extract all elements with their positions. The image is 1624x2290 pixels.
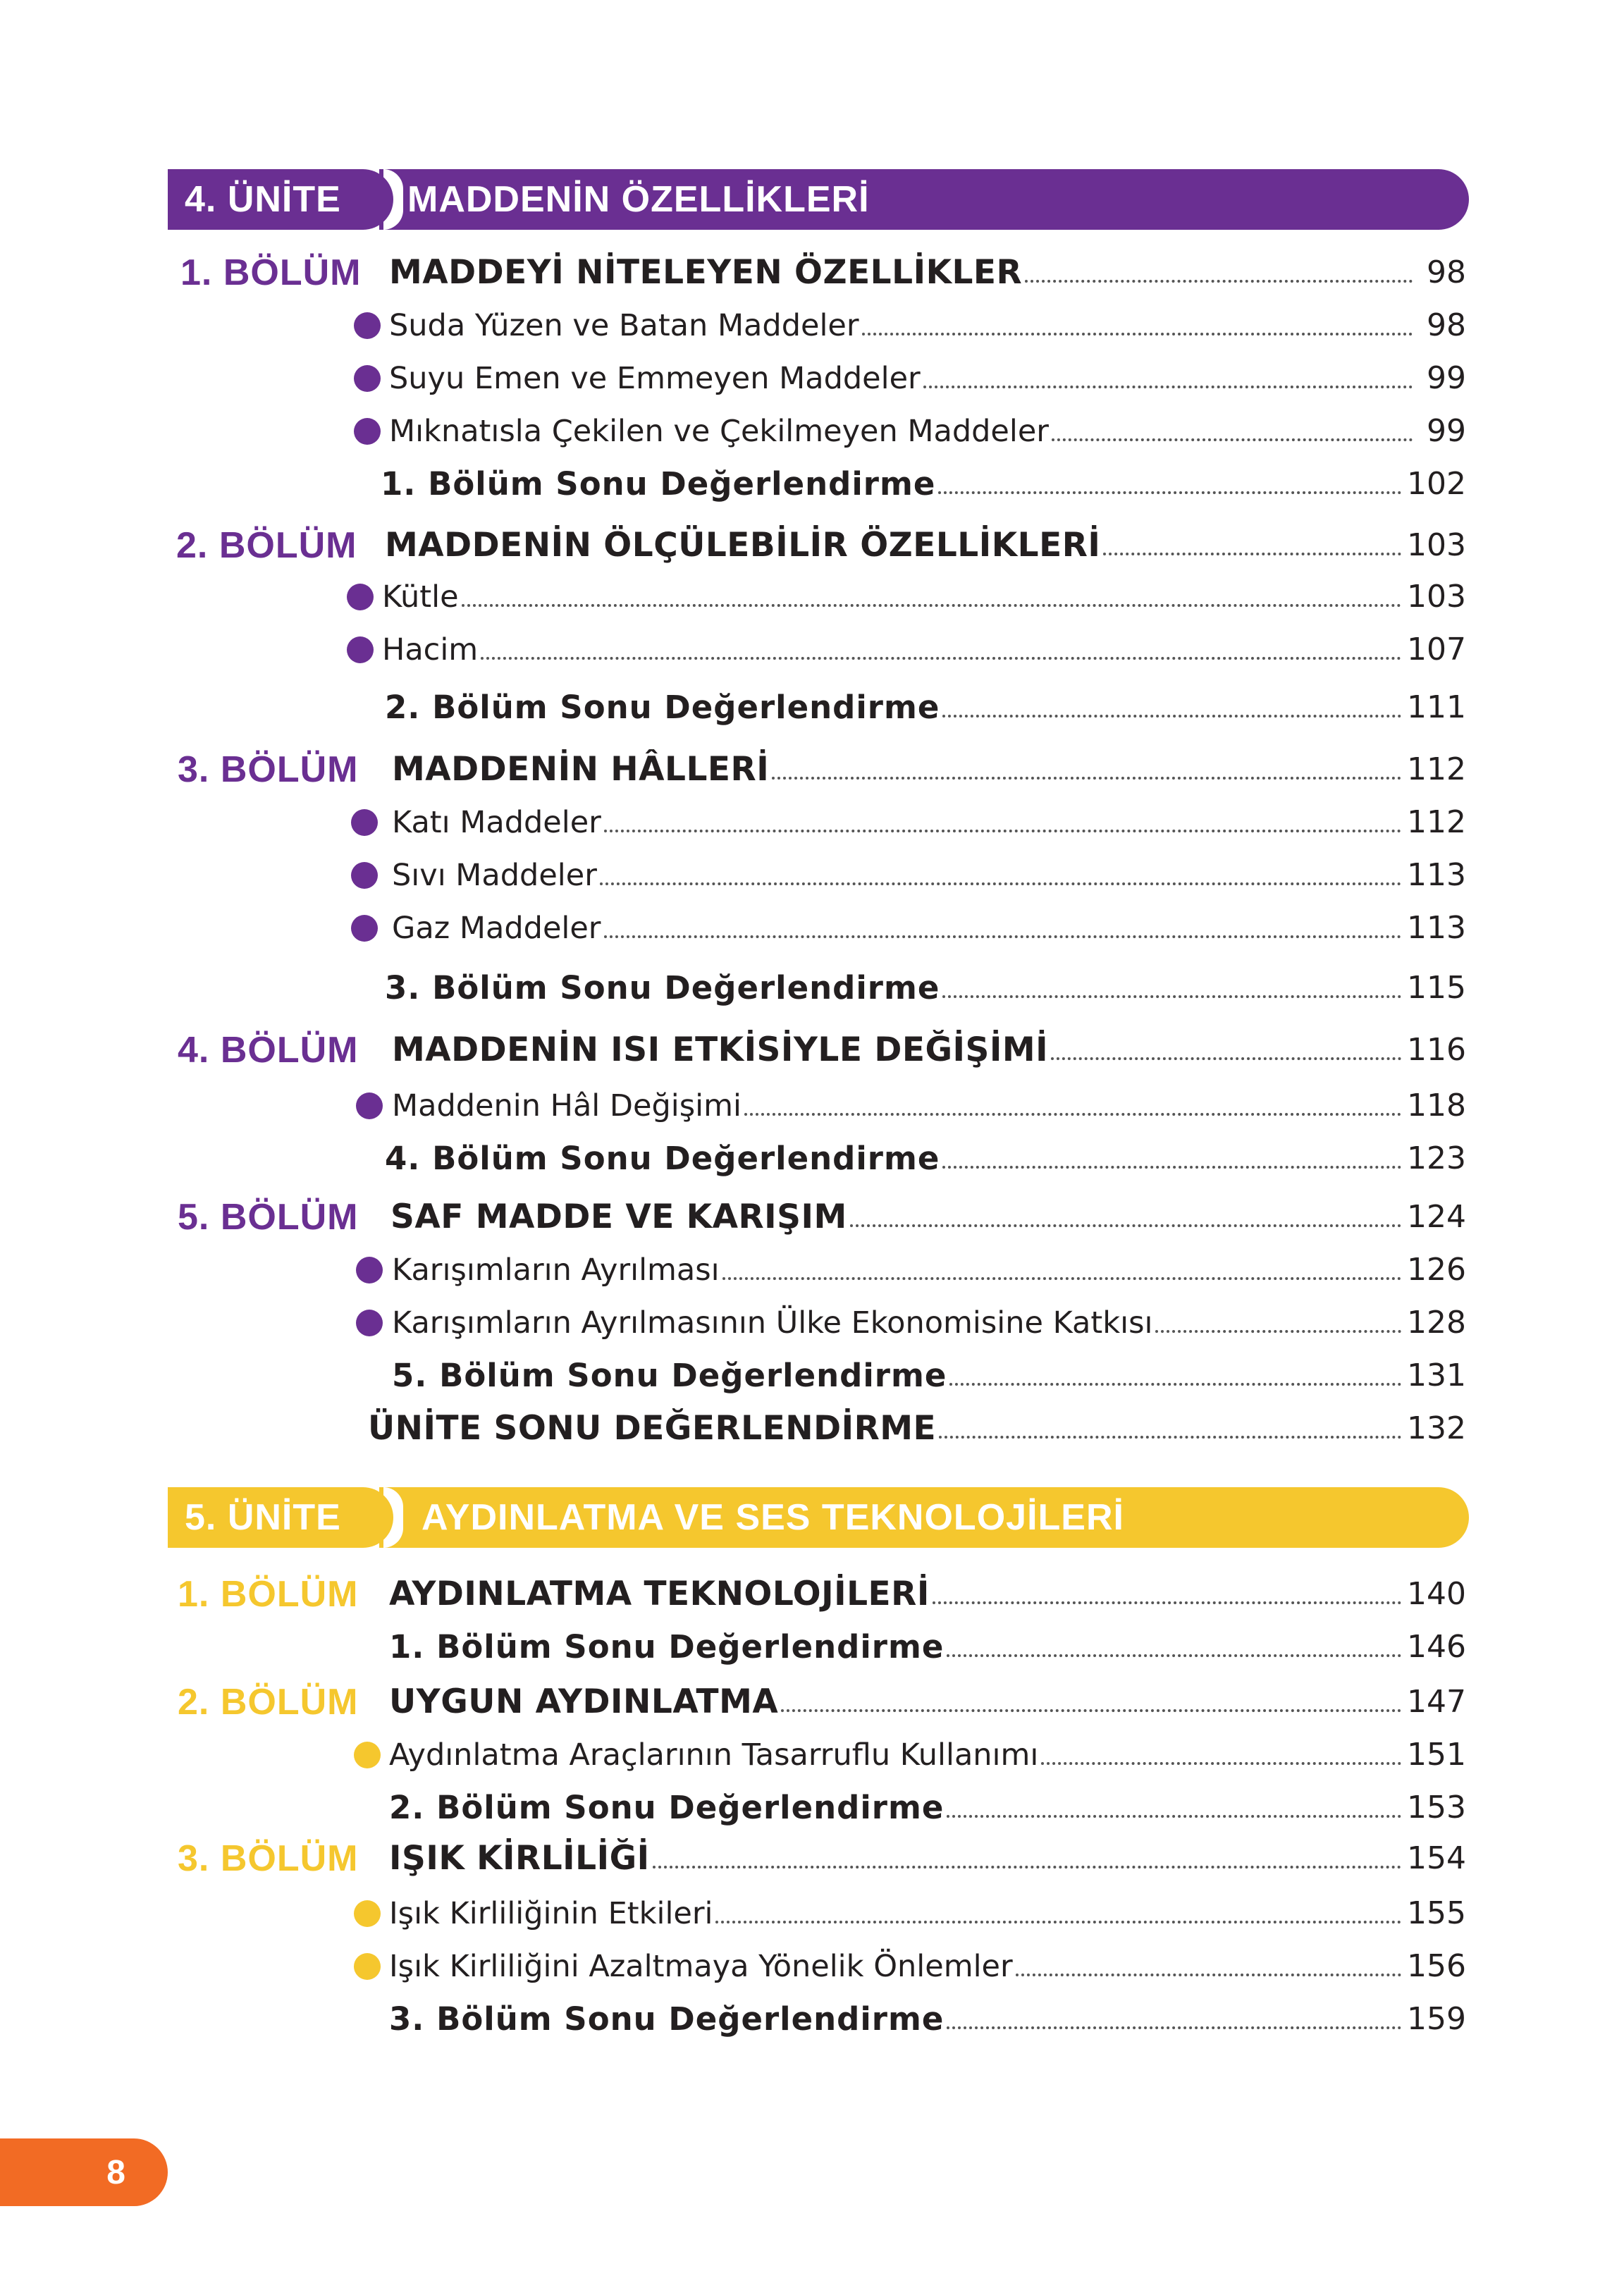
section-title: MADDENİN ÖLÇÜLEBİLİR ÖZELLİKLERİ (385, 523, 1103, 568)
toc-evaluation-row[interactable] (0, 1625, 1624, 1670)
subtopic-title: Hacim (382, 627, 481, 672)
bullet-dot (354, 365, 381, 392)
dot-leader (781, 1709, 1413, 1712)
page-number: 103 (1403, 574, 1466, 620)
toc-subtopic-row[interactable] (0, 1944, 1624, 1989)
toc-subtopic-row[interactable] (0, 1891, 1624, 1936)
bullet-dot (354, 418, 381, 445)
toc-evaluation-row[interactable] (0, 1785, 1624, 1830)
dot-leader (1025, 280, 1413, 283)
toc-section-row[interactable] (0, 1572, 1624, 1617)
page-number: 99 (1413, 409, 1466, 454)
toc-section-row[interactable] (0, 1195, 1624, 1240)
unit-label: 5. ÜNİTE (185, 1497, 341, 1538)
page-number: 159 (1403, 1997, 1466, 2042)
page-number: 146 (1403, 1625, 1466, 1670)
toc-section-row[interactable] (0, 1028, 1624, 1073)
page-number: 102 (1403, 462, 1466, 507)
toc-subtopic-row[interactable] (0, 853, 1624, 898)
page-number-tab (0, 2138, 168, 2206)
bullet-dot (347, 584, 374, 610)
dot-leader (923, 386, 1413, 388)
bullet-dot (354, 1953, 381, 1980)
dot-leader (850, 1224, 1413, 1227)
page-number: 131 (1403, 1353, 1466, 1398)
page-number: 98 (1413, 303, 1466, 348)
toc-subtopic-row[interactable] (0, 1083, 1624, 1128)
page-number: 113 (1403, 906, 1466, 951)
evaluation-title: 4. Bölüm Sonu Değerlendirme (385, 1136, 942, 1181)
page-number: 151 (1403, 1732, 1466, 1778)
bullet-dot (356, 1257, 383, 1283)
dot-leader (1051, 1057, 1413, 1060)
dot-leader (942, 715, 1413, 718)
bullet-dot (356, 1310, 383, 1336)
section-title: MADDENİN HÂLLERİ (392, 747, 772, 792)
toc-subtopic-row[interactable] (0, 1300, 1624, 1346)
evaluation-title: 2. Bölüm Sonu Değerlendirme (389, 1785, 947, 1830)
subtopic-title: Suyu Emen ve Emmeyen Maddeler (389, 356, 923, 401)
toc-subtopic-row[interactable] (0, 409, 1624, 454)
dot-leader (772, 777, 1413, 780)
page-number: 132 (1403, 1406, 1466, 1451)
section-title: UYGUN AYDINLATMA (389, 1680, 781, 1725)
toc-evaluation-row[interactable] (0, 462, 1624, 507)
dot-leader (1103, 553, 1413, 555)
toc-subtopic-row[interactable] (0, 303, 1624, 348)
toc-evaluation-row[interactable] (0, 1997, 1624, 2042)
toc-subtopic-row[interactable] (0, 574, 1624, 620)
bullet-dot (354, 1742, 381, 1768)
page-number: 153 (1403, 1785, 1466, 1830)
dot-leader (947, 2026, 1413, 2029)
bullet-dot (351, 915, 378, 942)
toc-evaluation-row[interactable] (0, 685, 1624, 730)
toc-subtopic-row[interactable] (0, 906, 1624, 951)
page-number: 115 (1403, 966, 1466, 1011)
page-number: 112 (1403, 800, 1466, 845)
toc-evaluation-row[interactable] (0, 1353, 1624, 1398)
page-number: 116 (1403, 1028, 1466, 1073)
toc-subtopic-row[interactable] (0, 627, 1624, 672)
dot-leader (1041, 1762, 1413, 1765)
evaluation-title: 3. Bölüm Sonu Değerlendirme (389, 1997, 947, 2042)
toc-evaluation-row[interactable] (0, 1136, 1624, 1181)
dot-leader (938, 491, 1413, 494)
bullet-dot (354, 1900, 381, 1927)
dot-leader (481, 657, 1413, 660)
toc-subtopic-row[interactable] (0, 800, 1624, 845)
evaluation-title: 5. Bölüm Sonu Değerlendirme (392, 1353, 949, 1398)
toc-subtopic-row[interactable] (0, 1248, 1624, 1293)
page-number: 124 (1403, 1195, 1466, 1240)
unit-banner (168, 1487, 1469, 1548)
bolum-label: 3. BÖLÜM (178, 749, 359, 790)
dot-leader (1016, 1974, 1413, 1976)
bullet-dot (356, 1092, 383, 1119)
subtopic-title: Kütle (382, 574, 462, 620)
unit-evaluation-title: ÜNİTE SONU DEĞERLENDİRME (368, 1406, 939, 1451)
subtopic-title: Işık Kirliliğini Azaltmaya Yönelik Önlemler (389, 1944, 1016, 1989)
bolum-label: 2. BÖLÜM (176, 525, 357, 566)
page-number-label: 8 (106, 2153, 125, 2191)
subtopic-title: Gaz Maddeler (392, 906, 604, 951)
page-number: 154 (1403, 1836, 1466, 1881)
unit-banner-label-box (168, 1487, 393, 1548)
bolum-label: 5. BÖLÜM (178, 1197, 359, 1238)
toc-evaluation-row[interactable] (0, 966, 1624, 1011)
subtopic-title: Karışımların Ayrılmasının Ülke Ekonomisine Katkısı (392, 1300, 1155, 1346)
section-title: SAF MADDE VE KARIŞIM (390, 1195, 850, 1240)
toc-unit-evaluation-row[interactable] (0, 1406, 1624, 1451)
dot-leader (715, 1921, 1413, 1923)
evaluation-title: 1. Bölüm Sonu Değerlendirme (381, 462, 938, 507)
subtopic-title: Aydınlatma Araçlarının Tasarruflu Kullanımı (389, 1732, 1041, 1778)
subtopic-title: Mıknatısla Çekilen ve Çekilmeyen Maddeler (389, 409, 1052, 454)
toc-section-row[interactable] (0, 523, 1624, 568)
page-number: 112 (1403, 747, 1466, 792)
unit-banner-label-box (168, 169, 393, 230)
unit-label: 4. ÜNİTE (185, 179, 341, 220)
toc-subtopic-row[interactable] (0, 1732, 1624, 1778)
toc-section-row[interactable] (0, 250, 1624, 295)
dot-leader (942, 995, 1413, 998)
section-title: IŞIK KİRLİLİĞİ (389, 1836, 653, 1881)
evaluation-title: 2. Bölüm Sonu Değerlendirme (385, 685, 942, 730)
section-title: MADDENİN ISI ETKİSİYLE DEĞİŞİMİ (392, 1028, 1051, 1073)
dot-leader (604, 935, 1413, 938)
subtopic-title: Sıvı Maddeler (392, 853, 600, 898)
bolum-label: 4. BÖLÜM (178, 1030, 359, 1071)
dot-leader (653, 1866, 1413, 1869)
page-number: 126 (1403, 1248, 1466, 1293)
toc-section-row[interactable] (0, 747, 1624, 792)
dot-leader (744, 1113, 1413, 1116)
dot-leader (722, 1277, 1413, 1280)
page-number: 118 (1403, 1083, 1466, 1128)
subtopic-title: Suda Yüzen ve Batan Maddeler (389, 303, 862, 348)
page-number: 98 (1413, 250, 1466, 295)
unit-title: AYDINLATMA VE SES TEKNOLOJİLERİ (422, 1497, 1124, 1538)
dot-leader (947, 1815, 1413, 1818)
page-number: 107 (1403, 627, 1466, 672)
dot-leader (600, 882, 1413, 885)
bolum-label: 1. BÖLÜM (180, 252, 362, 293)
bolum-label: 2. BÖLÜM (178, 1682, 359, 1723)
subtopic-title: Işık Kirliliğinin Etkileri (389, 1891, 715, 1936)
subtopic-title: Maddenin Hâl Değişimi (392, 1083, 744, 1128)
dot-leader (462, 604, 1413, 607)
section-title: AYDINLATMA TEKNOLOJİLERİ (389, 1572, 933, 1617)
subtopic-title: Karışımların Ayrılması (392, 1248, 722, 1293)
dot-leader (949, 1383, 1413, 1386)
evaluation-title: 1. Bölüm Sonu Değerlendirme (389, 1625, 947, 1670)
page-number: 123 (1403, 1136, 1466, 1181)
dot-leader (1052, 438, 1413, 441)
unit-title: MADDENİN ÖZELLİKLERİ (407, 179, 870, 220)
dot-leader (604, 830, 1413, 832)
dot-leader (939, 1436, 1413, 1439)
bullet-dot (354, 312, 381, 339)
evaluation-title: 3. Bölüm Sonu Değerlendirme (385, 966, 942, 1011)
bullet-dot (351, 862, 378, 889)
page-number: 155 (1403, 1891, 1466, 1936)
toc-section-row[interactable] (0, 1836, 1624, 1881)
dot-leader (942, 1166, 1413, 1169)
bullet-dot (351, 809, 378, 836)
unit-banner (168, 169, 1469, 230)
page-number: 147 (1403, 1680, 1466, 1725)
subtopic-title: Katı Maddeler (392, 800, 604, 845)
dot-leader (947, 1654, 1413, 1657)
page-number: 111 (1403, 685, 1466, 730)
dot-leader (933, 1601, 1413, 1604)
page-number: 128 (1403, 1300, 1466, 1346)
toc-section-row[interactable] (0, 1680, 1624, 1725)
section-title: MADDEYİ NİTELEYEN ÖZELLİKLER (389, 250, 1025, 295)
bolum-label: 3. BÖLÜM (178, 1838, 359, 1879)
page-number: 99 (1413, 356, 1466, 401)
page-number: 103 (1403, 523, 1466, 568)
bolum-label: 1. BÖLÜM (178, 1574, 359, 1615)
dot-leader (862, 333, 1413, 336)
toc-subtopic-row[interactable] (0, 356, 1624, 401)
page-number: 140 (1403, 1572, 1466, 1617)
bullet-dot (347, 636, 374, 663)
page-number: 156 (1403, 1944, 1466, 1989)
page-number: 113 (1403, 853, 1466, 898)
dot-leader (1155, 1330, 1413, 1333)
